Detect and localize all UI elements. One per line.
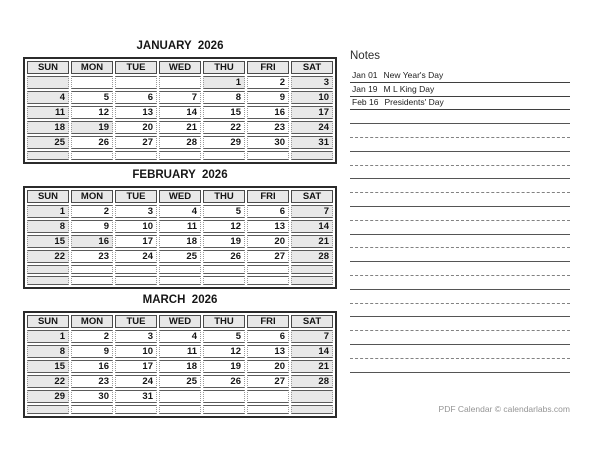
empty-cell xyxy=(203,151,245,160)
date-cell: 1 xyxy=(27,330,69,343)
date-cell: 3 xyxy=(291,76,333,89)
day-header-cell: TUE xyxy=(115,315,157,328)
date-cell: 27 xyxy=(247,375,289,388)
empty-cell xyxy=(247,265,289,274)
date-cell: 13 xyxy=(247,345,289,358)
empty-cell xyxy=(27,405,69,414)
date-cell: 23 xyxy=(71,250,113,263)
empty-cell xyxy=(71,76,113,89)
date-cell: 14 xyxy=(291,345,333,358)
empty-cell xyxy=(291,151,333,160)
day-header-cell: MON xyxy=(71,61,113,74)
notes-lines xyxy=(350,69,570,373)
date-cell: 4 xyxy=(159,205,201,218)
note-entry-line xyxy=(350,69,570,83)
note-entry-name: Presidents' Day xyxy=(384,97,444,108)
month-calendar-table xyxy=(23,186,337,289)
empty-cell xyxy=(159,276,201,285)
note-entry-date: Feb 16 xyxy=(352,97,379,108)
date-cell: 1 xyxy=(27,205,69,218)
calendar-column xyxy=(23,40,337,423)
date-cell: 17 xyxy=(115,235,157,248)
note-entry xyxy=(350,70,443,82)
date-cell: 3 xyxy=(115,330,157,343)
date-cell: 30 xyxy=(71,390,113,403)
date-cell: 16 xyxy=(71,360,113,373)
note-blank-line xyxy=(350,138,570,152)
date-cell: 23 xyxy=(71,375,113,388)
date-cell: 15 xyxy=(203,106,245,119)
date-cell: 16 xyxy=(71,235,113,248)
empty-cell xyxy=(71,276,113,285)
empty-cell xyxy=(291,276,333,285)
note-entry xyxy=(350,84,434,96)
footer-credit: PDF Calendar © calendarlabs.com xyxy=(438,404,570,414)
date-cell: 3 xyxy=(115,205,157,218)
date-cell: 28 xyxy=(291,250,333,263)
date-cell: 2 xyxy=(247,76,289,89)
date-cell: 20 xyxy=(247,360,289,373)
date-cell: 25 xyxy=(159,375,201,388)
empty-cell xyxy=(291,390,333,403)
date-cell: 7 xyxy=(159,91,201,104)
note-blank-line xyxy=(350,124,570,138)
note-entry-name: New Year's Day xyxy=(383,69,444,80)
date-cell: 26 xyxy=(203,375,245,388)
empty-cell xyxy=(291,265,333,274)
date-cell: 6 xyxy=(247,205,289,218)
empty-cell xyxy=(291,405,333,414)
day-header-cell: MON xyxy=(71,190,113,203)
note-blank-line xyxy=(350,262,570,276)
day-header-cell: FRI xyxy=(247,61,289,74)
date-cell: 29 xyxy=(27,390,69,403)
note-blank-line xyxy=(350,193,570,207)
month-block xyxy=(23,294,337,418)
empty-cell xyxy=(159,390,201,403)
note-blank-line xyxy=(350,304,570,318)
day-header-cell: TUE xyxy=(115,190,157,203)
empty-cell xyxy=(203,265,245,274)
date-cell: 18 xyxy=(159,360,201,373)
day-header-cell: SAT xyxy=(291,61,333,74)
month-block xyxy=(23,169,337,289)
date-cell: 7 xyxy=(291,205,333,218)
date-cell: 27 xyxy=(247,250,289,263)
note-blank-line xyxy=(350,331,570,345)
date-cell: 13 xyxy=(115,106,157,119)
date-cell: 5 xyxy=(71,91,113,104)
empty-cell xyxy=(115,276,157,285)
date-cell: 9 xyxy=(71,220,113,233)
notes-heading: Notes xyxy=(350,50,381,62)
date-cell: 20 xyxy=(115,121,157,134)
date-cell: 10 xyxy=(115,220,157,233)
empty-cell xyxy=(247,405,289,414)
month-title: MARCH 2026 xyxy=(142,294,218,306)
note-blank-line xyxy=(350,290,570,304)
empty-cell xyxy=(247,390,289,403)
month-title: JANUARY 2026 xyxy=(136,40,224,52)
day-header-cell: SUN xyxy=(27,61,69,74)
empty-cell xyxy=(159,151,201,160)
day-header-cell: WED xyxy=(159,61,201,74)
empty-cell xyxy=(27,276,69,285)
date-cell: 15 xyxy=(27,360,69,373)
day-header-cell: SUN xyxy=(27,190,69,203)
date-cell: 23 xyxy=(247,121,289,134)
date-cell: 19 xyxy=(203,360,245,373)
date-cell: 11 xyxy=(27,106,69,119)
date-cell: 8 xyxy=(27,220,69,233)
empty-cell xyxy=(203,405,245,414)
empty-cell xyxy=(27,265,69,274)
date-cell: 1 xyxy=(203,76,245,89)
date-cell: 6 xyxy=(247,330,289,343)
date-cell: 17 xyxy=(115,360,157,373)
day-header-cell: THU xyxy=(203,61,245,74)
date-cell: 4 xyxy=(159,330,201,343)
empty-cell xyxy=(27,76,69,89)
day-header-cell: FRI xyxy=(247,190,289,203)
note-blank-line xyxy=(350,221,570,235)
date-cell: 30 xyxy=(247,136,289,149)
day-header-cell: THU xyxy=(203,315,245,328)
empty-cell xyxy=(115,76,157,89)
notes-section xyxy=(350,50,570,373)
empty-cell xyxy=(159,76,201,89)
note-blank-line xyxy=(350,166,570,180)
date-cell: 2 xyxy=(71,205,113,218)
date-cell: 28 xyxy=(291,375,333,388)
date-cell: 2 xyxy=(71,330,113,343)
empty-cell xyxy=(115,405,157,414)
date-cell: 12 xyxy=(203,220,245,233)
empty-cell xyxy=(159,405,201,414)
empty-cell xyxy=(247,276,289,285)
day-header-cell: WED xyxy=(159,315,201,328)
empty-cell xyxy=(71,151,113,160)
month-calendar-table xyxy=(23,57,337,164)
empty-cell xyxy=(71,405,113,414)
date-cell: 5 xyxy=(203,330,245,343)
date-cell: 12 xyxy=(203,345,245,358)
date-cell: 18 xyxy=(159,235,201,248)
date-cell: 25 xyxy=(27,136,69,149)
date-cell: 5 xyxy=(203,205,245,218)
date-cell: 17 xyxy=(291,106,333,119)
date-cell: 10 xyxy=(291,91,333,104)
date-cell: 28 xyxy=(159,136,201,149)
date-cell: 15 xyxy=(27,235,69,248)
empty-cell xyxy=(115,265,157,274)
date-cell: 14 xyxy=(159,106,201,119)
date-cell: 6 xyxy=(115,91,157,104)
date-cell: 24 xyxy=(291,121,333,134)
date-cell: 7 xyxy=(291,330,333,343)
month-title: FEBRUARY 2026 xyxy=(132,169,228,181)
note-blank-line xyxy=(350,359,570,373)
date-cell: 21 xyxy=(291,360,333,373)
date-cell: 8 xyxy=(27,345,69,358)
date-cell: 24 xyxy=(115,375,157,388)
empty-cell xyxy=(203,276,245,285)
note-blank-line xyxy=(350,235,570,249)
day-header-cell: THU xyxy=(203,190,245,203)
date-cell: 11 xyxy=(159,345,201,358)
date-cell: 27 xyxy=(115,136,157,149)
date-cell: 18 xyxy=(27,121,69,134)
day-header-cell: SUN xyxy=(27,315,69,328)
note-entry-line xyxy=(350,97,570,111)
empty-cell xyxy=(71,265,113,274)
date-cell: 22 xyxy=(27,375,69,388)
note-blank-line xyxy=(350,345,570,359)
note-entry-date: Jan 01 xyxy=(352,69,378,80)
date-cell: 11 xyxy=(159,220,201,233)
empty-cell xyxy=(247,151,289,160)
date-cell: 19 xyxy=(71,121,113,134)
date-cell: 9 xyxy=(71,345,113,358)
date-cell: 13 xyxy=(247,220,289,233)
note-entry xyxy=(350,97,444,109)
date-cell: 31 xyxy=(291,136,333,149)
date-cell: 31 xyxy=(115,390,157,403)
note-entry-date: Jan 19 xyxy=(352,83,378,94)
date-cell: 19 xyxy=(203,235,245,248)
date-cell: 24 xyxy=(115,250,157,263)
note-blank-line xyxy=(350,248,570,262)
date-cell: 9 xyxy=(247,91,289,104)
date-cell: 29 xyxy=(203,136,245,149)
date-cell: 12 xyxy=(71,106,113,119)
note-blank-line xyxy=(350,207,570,221)
date-cell: 4 xyxy=(27,91,69,104)
month-calendar-table xyxy=(23,311,337,418)
date-cell: 21 xyxy=(159,121,201,134)
date-cell: 25 xyxy=(159,250,201,263)
date-cell: 16 xyxy=(247,106,289,119)
date-cell: 20 xyxy=(247,235,289,248)
date-cell: 26 xyxy=(71,136,113,149)
date-cell: 22 xyxy=(27,250,69,263)
note-entry-line xyxy=(350,83,570,97)
day-header-cell: SAT xyxy=(291,190,333,203)
date-cell: 10 xyxy=(115,345,157,358)
empty-cell xyxy=(115,151,157,160)
note-blank-line xyxy=(350,110,570,124)
note-entry-name: M L King Day xyxy=(383,83,435,94)
month-block xyxy=(23,40,337,164)
note-blank-line xyxy=(350,179,570,193)
date-cell: 22 xyxy=(203,121,245,134)
date-cell: 8 xyxy=(203,91,245,104)
date-cell: 26 xyxy=(203,250,245,263)
date-cell: 14 xyxy=(291,220,333,233)
day-header-cell: MON xyxy=(71,315,113,328)
note-blank-line xyxy=(350,152,570,166)
day-header-cell: SAT xyxy=(291,315,333,328)
day-header-cell: FRI xyxy=(247,315,289,328)
date-cell: 21 xyxy=(291,235,333,248)
day-header-cell: WED xyxy=(159,190,201,203)
empty-cell xyxy=(159,265,201,274)
note-blank-line xyxy=(350,276,570,290)
note-blank-line xyxy=(350,317,570,331)
empty-cell xyxy=(27,151,69,160)
day-header-cell: TUE xyxy=(115,61,157,74)
empty-cell xyxy=(203,390,245,403)
